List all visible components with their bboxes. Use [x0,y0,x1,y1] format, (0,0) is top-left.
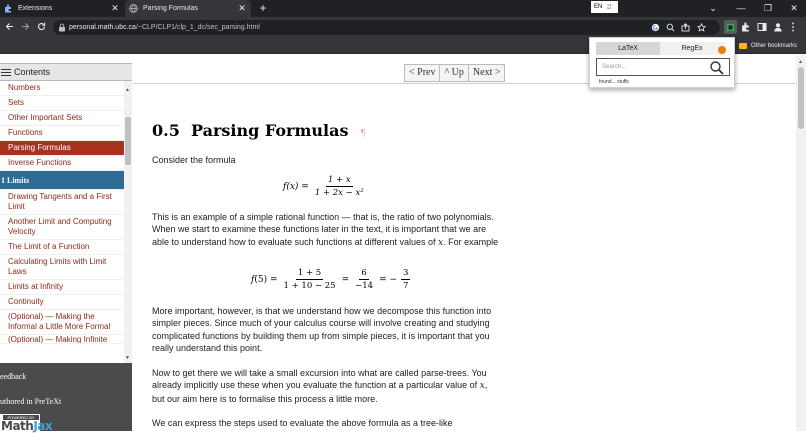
toc-scroll-thumb[interactable] [125,117,131,165]
toc-sidebar [0,63,132,431]
toc-item[interactable]: Inverse Functions [0,156,124,171]
scroll-up-arrow-icon[interactable]: ▲ [798,59,803,65]
reload-button[interactable] [34,17,49,37]
math-variable: x [479,381,485,392]
paragraph-4-text: Now to get there we will take a small excursion into what are called parse-trees. You already implicitly use these when you evaluate the function at a particular value of [152,368,487,391]
tab-close-icon[interactable]: ✕ [111,3,119,13]
paragraph-2-tail: . For example [443,236,499,247]
toc-item[interactable]: Functions [0,126,124,141]
fraction-denominator: 1 + 10 − 25 [283,281,336,291]
side-panel-icon[interactable] [756,21,768,33]
paragraph-4 [152,367,502,405]
authored-in-pretext-link[interactable]: uthored in PreTeXt [0,397,62,406]
toc-item[interactable]: Continuity [0,295,124,310]
fraction-numerator: 6 [361,268,367,278]
toc-item[interactable]: Drawing Tangents and a First Limit [0,190,124,215]
toc-item[interactable]: Other Important Sets [0,111,124,126]
toc-item[interactable]: Calculating Limits with Limit Laws [0,255,124,280]
hamburger-icon[interactable] [1,67,11,78]
search-icon[interactable] [709,60,724,75]
tab-strip [0,0,806,17]
fraction-numerator: 1 + x [327,175,351,185]
toc-header[interactable] [0,63,132,81]
toc-item[interactable]: Parsing Formulas [0,141,124,156]
fraction [401,268,410,291]
fraction [353,268,375,291]
language-sub: CA EJ [607,3,612,10]
url-host: personal.math.ubc.ca [69,24,136,31]
paragraph-1: Consider the formula [152,155,236,165]
latex-search-extension-popup [589,37,735,88]
equals-minus-sign: = − [379,274,398,285]
scroll-up-arrow-icon[interactable]: ▲ [125,87,130,93]
url-text [69,20,260,35]
toc-item[interactable]: Sets [0,96,124,111]
status-dot-icon [718,46,726,54]
toc-item[interactable]: 1 Limits [0,171,124,190]
fraction-denominator: 1 + 2x − x² [314,188,364,198]
toc-scrollbar[interactable] [124,81,132,363]
other-bookmarks-label: Other bookmarks [751,42,798,49]
toc-item[interactable]: Another Limit and Computing Velocity [0,215,124,240]
tab-latex[interactable]: LaTeX [596,42,660,55]
feedback-link[interactable]: eedback [0,372,27,381]
toc-item[interactable]: The Limit of a Function [0,240,124,255]
tab-extensions[interactable] [0,0,124,17]
equals-sign: = [341,274,350,285]
forward-arrow-icon [21,22,30,31]
mathjax-logo-jax: Jax [33,419,53,433]
fraction [313,175,366,198]
powered-by-label: POWERED BY [3,415,39,420]
lock-icon[interactable] [58,23,66,32]
tab-title: Parsing Formulas [143,5,198,12]
browser-toolbar [0,17,806,37]
extension-status-text: found... stuffs [599,79,629,85]
google-lens-icon[interactable] [650,22,661,33]
fraction-numerator: 1 + 5 [297,268,322,278]
toc-item[interactable]: Numbers [0,81,124,96]
bookmark-star-icon[interactable] [696,22,707,33]
tab-parsing-formulas[interactable] [125,0,251,17]
formula-f-of-x [283,175,370,198]
minimize-button[interactable]: — [736,3,746,13]
kebab-menu-icon[interactable] [787,21,799,33]
page-scroll-thumb[interactable] [798,67,804,129]
toc-item[interactable]: Limits at Infinity [0,280,124,295]
zoom-icon[interactable] [665,22,676,33]
page-navigation [404,64,504,82]
paragraph-2 [152,211,502,249]
page-viewport [0,55,806,431]
permalink-pilcrow[interactable]: ¶ [360,129,366,139]
address-bar[interactable] [53,20,720,35]
page-scrollbar[interactable] [796,55,806,431]
profile-avatar-icon[interactable] [772,21,784,33]
fraction-denominator: −14 [355,281,374,291]
other-bookmarks-folder[interactable] [739,37,797,54]
mathjax-logo-math: Math [1,419,34,433]
math-variable: x [438,237,444,248]
close-window-button[interactable]: ✕ [790,3,798,13]
language-badge[interactable] [591,1,618,13]
back-arrow-icon [5,22,14,31]
toc-title: Contents [14,67,51,77]
url-path: /~CLP/CLP1/clp_1_dc/sec_parsing.html [135,24,260,31]
language-code: EN [594,4,603,10]
toc-item[interactable]: (Optional) — Making the Informal a Little More Formal [0,310,124,335]
section-heading [152,121,366,140]
restore-button[interactable]: ❐ [763,3,773,13]
search-placeholder: Search... [602,64,627,70]
tab-regex[interactable]: RegEx [660,42,724,55]
back-button[interactable] [2,17,17,37]
next-button[interactable]: Next > [468,64,506,82]
fraction [282,268,338,291]
latex-extension-icon[interactable] [724,20,737,34]
tab-title: Extensions [18,5,53,12]
prev-button[interactable]: < Prev [404,64,440,82]
reload-icon [37,22,46,31]
formula-lhs: f(x) = [283,181,309,192]
section-title: Parsing Formulas [190,121,349,140]
paragraph-5: We can express the steps used to evaluate the above formula as a tree-like [152,418,453,428]
toc-item[interactable]: (Optional) — Making Infinite [0,335,124,344]
new-tab-button[interactable]: + [259,1,267,15]
globe-icon [129,4,138,13]
paragraph-2-text: This is an example of a simple rational function — that is, the ratio of two polynomials. When we start to examine these functions later in the text, it is important that we are able to understand how to evaluate such functions at different values of [152,212,494,247]
formula-lhs: f(5) = [251,274,278,285]
mathjax-badge[interactable] [0,414,53,433]
puzzle-icon [4,4,13,13]
paragraph-3: More important, however, is that we understand how we decompose this function into simpler pieces. Since much of your calculus course will involve creating and studying complicated functions by building them up from simple pieces, it is important that you really understand this point. [152,306,492,353]
extension-search-field[interactable] [596,58,730,76]
tab-search-chevron-icon[interactable]: ⌄ [709,3,717,13]
fraction-denominator: 7 [403,281,409,291]
forward-button[interactable] [18,17,33,37]
extensions-puzzle-icon[interactable] [740,21,752,33]
section-number: 0.5 [152,121,180,140]
share-icon[interactable] [680,22,691,33]
sidebar-footer [0,363,132,431]
folder-icon [739,43,747,49]
up-button[interactable]: ^ Up [439,64,468,82]
fraction-numerator: 3 [403,268,409,278]
scroll-down-arrow-icon[interactable]: ▼ [125,355,130,361]
formula-f-of-5 [251,268,414,291]
paragraph-4-tail: , but our aim here is to formalise this process a little more. [152,380,488,404]
extension-tabs [596,42,724,55]
tab-close-icon[interactable]: ✕ [238,3,246,13]
toc-list [0,81,124,363]
